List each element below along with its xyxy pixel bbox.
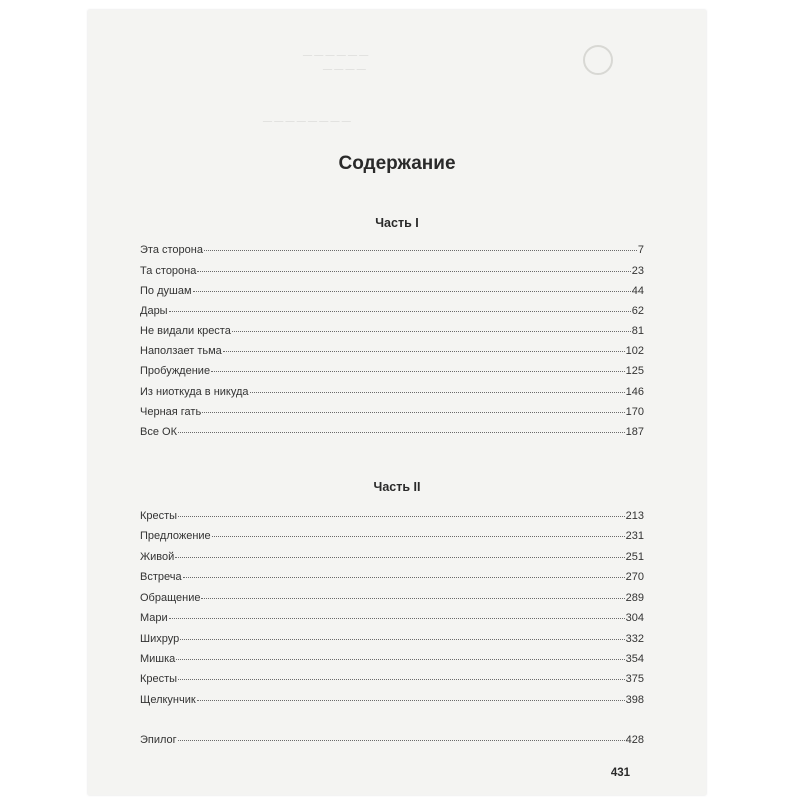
toc-entry-page: 170 xyxy=(625,406,644,418)
show-through-text: — — — — — — — — xyxy=(263,116,351,126)
dot-leader xyxy=(180,639,624,640)
toc-entry-title: Обращение xyxy=(140,592,201,604)
toc-entry-page: 102 xyxy=(625,345,644,357)
dot-leader xyxy=(197,700,625,701)
toc-entry-title: Та сторона xyxy=(140,265,197,277)
toc-entry xyxy=(140,653,644,669)
dot-leader xyxy=(178,740,625,741)
show-through-emblem xyxy=(583,45,613,75)
toc-entry-title: Дары xyxy=(140,305,168,317)
toc-entry xyxy=(140,325,644,341)
dot-leader xyxy=(178,679,625,680)
dot-leader xyxy=(223,351,625,352)
toc-entry-page: 44 xyxy=(631,285,644,297)
toc-entry-title: Эпилог xyxy=(140,734,177,746)
toc-entry-page: 187 xyxy=(625,426,644,438)
toc-entry-page: 81 xyxy=(631,325,644,337)
dot-leader xyxy=(232,331,631,332)
dot-leader xyxy=(175,557,624,558)
toc-entry xyxy=(140,551,644,567)
toc-entry-title: Мари xyxy=(140,612,168,624)
page-number: 431 xyxy=(610,767,630,779)
toc-entry-title: По душам xyxy=(140,285,192,297)
toc-entry-title: Живой xyxy=(140,551,175,563)
toc-entry xyxy=(140,406,644,422)
dot-leader xyxy=(197,271,630,272)
toc-entry-page: 375 xyxy=(625,673,644,685)
toc-entry-page: 7 xyxy=(637,244,644,256)
toc-entry-title: Наползает тьма xyxy=(140,345,222,357)
toc-entry-title: Все ОК xyxy=(140,426,177,438)
part-heading: Часть II xyxy=(373,480,421,494)
dot-leader xyxy=(211,371,625,372)
toc-entry-page: 270 xyxy=(625,571,644,583)
toc-entry xyxy=(140,244,644,260)
toc-entry-page: 354 xyxy=(625,653,644,665)
toc-entry xyxy=(140,510,644,526)
toc-entry xyxy=(140,386,644,402)
toc-entry xyxy=(140,633,644,649)
dot-leader xyxy=(183,577,625,578)
toc-entry xyxy=(140,265,644,281)
dot-leader xyxy=(178,516,625,517)
toc-entry xyxy=(140,592,644,608)
toc-entry-page: 304 xyxy=(625,612,644,624)
toc-entry-page: 125 xyxy=(625,365,644,377)
dot-leader xyxy=(201,598,624,599)
toc-entry-title: Предложение xyxy=(140,530,211,542)
dot-leader xyxy=(202,412,624,413)
toc-entry-page: 398 xyxy=(625,694,644,706)
toc-entry-page: 231 xyxy=(625,530,644,542)
dot-leader xyxy=(250,392,625,393)
toc-entry-title: Эта сторона xyxy=(140,244,203,256)
toc-entry-title: Кресты xyxy=(140,673,178,685)
toc-entry xyxy=(140,305,644,321)
toc-entry-title: Шихрур xyxy=(140,633,180,645)
toc-entry-title: Встреча xyxy=(140,571,182,583)
toc-entry-title: Мишка xyxy=(140,653,176,665)
dot-leader xyxy=(193,291,631,292)
toc-entry-page: 289 xyxy=(625,592,644,604)
toc-entry xyxy=(140,285,644,301)
dot-leader xyxy=(169,618,625,619)
dot-leader xyxy=(212,536,625,537)
toc-entry xyxy=(140,530,644,546)
toc-entry-title: Черная гать xyxy=(140,406,202,418)
toc-entry-title: Не видали креста xyxy=(140,325,231,337)
dot-leader xyxy=(176,659,624,660)
dot-leader xyxy=(169,311,631,312)
toc-entry xyxy=(140,673,644,689)
toc-entry-page: 213 xyxy=(625,510,644,522)
toc-entry-page: 332 xyxy=(625,633,644,645)
page-title: Содержание xyxy=(338,153,456,174)
toc-entry-page: 62 xyxy=(631,305,644,317)
toc-entry-title: Пробуждение xyxy=(140,365,211,377)
dot-leader xyxy=(204,250,637,251)
toc-entry-page: 146 xyxy=(625,386,644,398)
show-through-text: — — — — xyxy=(323,64,366,74)
dot-leader xyxy=(178,432,625,433)
book-page xyxy=(88,10,706,795)
toc-entry-title: Из ниоткуда в никуда xyxy=(140,386,249,398)
show-through-text: — — — — — — xyxy=(303,50,369,60)
toc-entry-title: Кресты xyxy=(140,510,178,522)
toc-entry xyxy=(140,612,644,628)
toc-entry xyxy=(140,345,644,361)
toc-entry xyxy=(140,694,644,710)
toc-entry-epilogue xyxy=(140,734,644,750)
toc-entry-page: 23 xyxy=(631,265,644,277)
part-heading: Часть I xyxy=(375,216,419,230)
toc-entry xyxy=(140,365,644,381)
toc-entry-title: Щелкунчик xyxy=(140,694,196,706)
toc-entry-page: 251 xyxy=(625,551,644,563)
toc-entry xyxy=(140,571,644,587)
toc-entry-page: 428 xyxy=(625,734,644,746)
toc-entry xyxy=(140,426,644,442)
